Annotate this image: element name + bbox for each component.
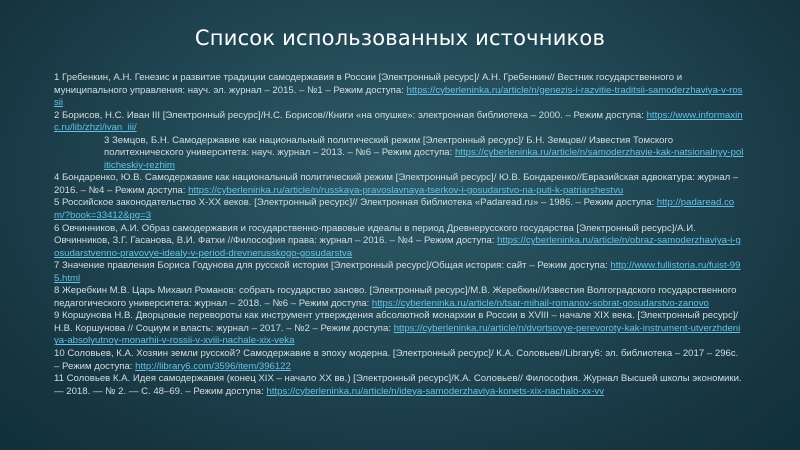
- reference-item: [54, 72, 744, 110]
- reference-text: 9 Коршунова Н.В. Дворцовые перевороты как инструмент утверждения абсолютной монархии в России в XVIII – начале XIX века. [Электронный ресурс]/ Н.В. Коршунова // Социум и власть: журнал – 2017. – №2 – Режим доступа:: [54, 310, 739, 334]
- reference-item: [54, 197, 744, 222]
- reference-item: [54, 348, 744, 373]
- reference-text: 7 Значение правления Бориса Годунова для русской истории [Электронный ресурс]/Общая история: сайт – Режим доступа:: [54, 260, 608, 272]
- reference-link[interactable]: https://cyberleninka.ru/article/n/ideya-samoderzhaviya-konets-xix-nachalo-xx-vv: [266, 385, 605, 397]
- reference-text: 8 Жеребкин М.В. Царь Михаил Романов: собрать государство заново. [Электронный ресурс]/М.В. Жеребкин//Известия Волгоградского государственного педагогического университета: журнал – 2018. – №6 – Режим доступа:: [54, 285, 737, 309]
- reference-item: [54, 172, 744, 197]
- reference-item: [54, 285, 744, 310]
- reference-text: 1 Гребенкин, А.Н. Генезис и развитие традиции самодержавия в России [Электронный ресурс]/ А.Н. Гребенкин// Вестник государственного и муниципального управления: науч. эл. журнал – 2015. – №1 – Режим доступа:: [54, 72, 683, 96]
- reference-link[interactable]: https://cyberleninka.ru/article/n/tsar-mihail-romanov-sobrat-gosudarstvo-zanovo: [371, 297, 709, 309]
- reference-link[interactable]: https://cyberleninka.ru/article/n/genezis-i-razvitie-traditsii-samoderzhaviya-v-rossii: [54, 84, 743, 109]
- reference-item: [54, 260, 744, 285]
- reference-item: [54, 373, 744, 398]
- reference-text: 11 Соловьев К.А. Идея самодержавия (конец XIX – начало XX вв.) [Электронный ресурс]/К.А. Соловьев// Философия. Журнал Высшей школы экономики. — 2018. — № 2. — С. 48–69. – Режим доступа:: [54, 373, 742, 397]
- reference-link[interactable]: https://cyberleninka.ru/article/n/dvortsovye-perevoroty-kak-instrument-utverzhdeniya-absolyutnoy-monarhii-v-rossii-v-xviii-nachale-xix-veka: [54, 322, 741, 347]
- reference-item: [54, 310, 744, 348]
- reference-link[interactable]: http://www.fullistoria.ru/fuist-995.html: [54, 260, 741, 284]
- reference-text: 4 Бондаренко, Ю.В. Самодержавие как национальный политический режим [Электронный ресурс]/ Ю.В. Бондаренко//Евразийская адвокатура: журнал – 2016. – №4 – Режим доступа:: [54, 172, 739, 196]
- reference-link[interactable]: http://library6.com/3596/item/396122: [135, 360, 291, 372]
- reference-list: [54, 72, 744, 398]
- reference-link[interactable]: https://www.informaxinc.ru/lib/zhzl/ivan_iii/: [54, 109, 743, 134]
- reference-text: 3 Земцов, Б.Н. Самодержавие как национальный политический режим [Электронный ресурс]/ Б.Н. Земцов// Известия Томского политехнического университета: науч. журнал – 2013. – №6 – Режим доступа:: [104, 134, 674, 159]
- reference-item: [54, 223, 744, 261]
- reference-text: 2 Борисов, Н.С. Иван III [Электронный ресурс]/Н.С. Борисов//Книги «на опушке»: электронная библиотека – 2000. – Режим доступа:: [54, 109, 644, 121]
- reference-link[interactable]: https://cyberleninka.ru/article/n/obraz-samoderzhaviya-i-gosudarstvenno-pravovye-idealy-v-period-drevnerusskogo-gosudarstva: [54, 235, 741, 259]
- reference-link[interactable]: https://cyberleninka.ru/article/n/russkaya-pravoslavnaya-tserkov-i-gosudarstvo-na-puti-k-patriarshestvu: [188, 184, 624, 196]
- reference-link[interactable]: https://cyberleninka.ru/article/n/samoderzhavie-kak-natsionalnyy-politicheskiy-rezhim: [104, 147, 744, 171]
- slide-title: Список использованных источников: [194, 26, 606, 50]
- reference-link[interactable]: http://padaread.com/?book=33412&pg=3: [54, 197, 735, 222]
- reference-text: 10 Соловьев, К.А. Хозяин земли русской? Самодержавие в эпоху модерна. [Электронный ресурс]/ К.А. Соловьев//Library6: эл. библиотека – 2017 – 296с. – Режим доступа:: [54, 348, 739, 372]
- reference-text: 5 Российское законодательство X-XX веков. [Электронный ресурс]// Электронная библиотека «Padaread.ru» – 1986. – Режим доступа:: [54, 197, 655, 209]
- reference-text: 6 Овчинников, А.И. Образ самодержавия и государственно-правовые идеалы в период Древнерусского государства [Электронный ресурс]/А.И. Овчинников, З.Г. Гасанова, В.И. Фатхи //Философия права: журнал – 2016. – №4 – Режим доступа:: [54, 222, 696, 247]
- reference-item: [54, 110, 744, 135]
- reference-item: [54, 135, 744, 173]
